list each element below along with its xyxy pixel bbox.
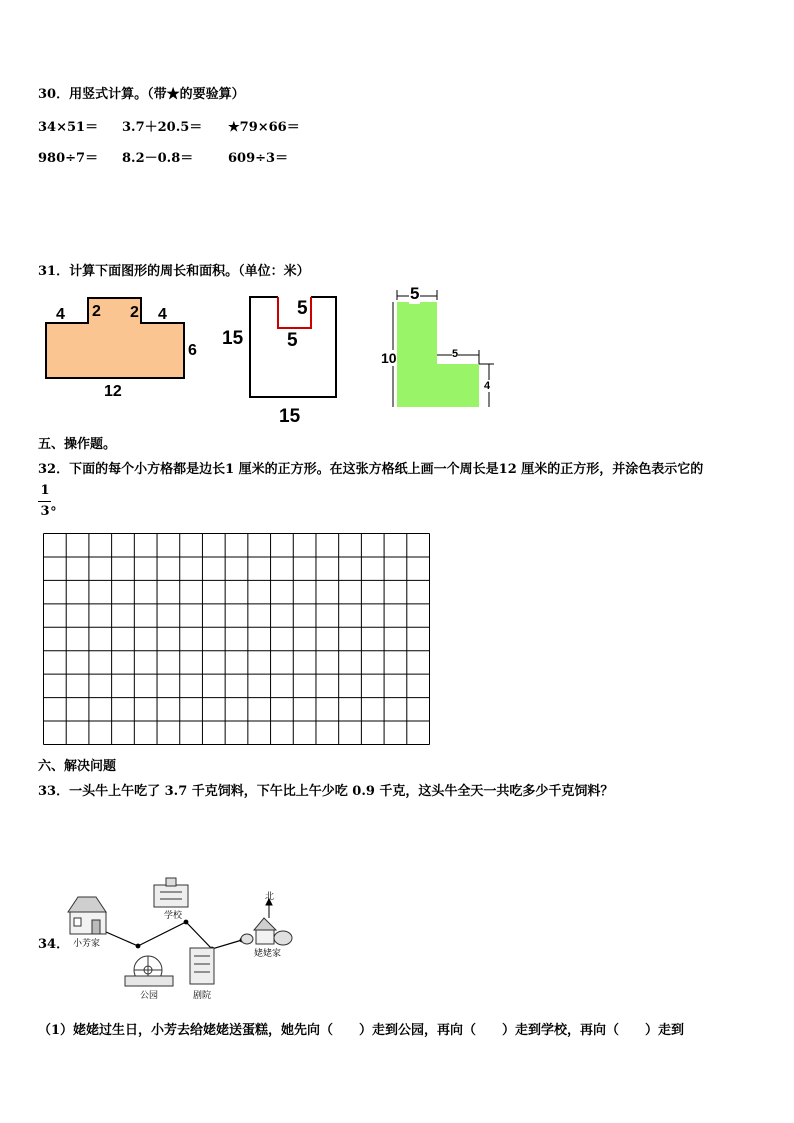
fig1-left-label: 4 (56, 306, 65, 323)
fig1-mid-label: 2 (92, 303, 101, 320)
q30-expr-6: 609÷3＝ (228, 151, 289, 166)
q34-num: 34． (38, 937, 70, 952)
fig1-mid-right-label: 2 (130, 304, 139, 321)
q32-text: 32．下面的每个小方格都是边长1 厘米的正方形。在这张方格纸上画一个周长是12 厘米的正方形，并涂色表示它的 (38, 462, 704, 477)
q32-frac-num: 1 (40, 483, 50, 498)
school-icon (154, 878, 188, 907)
fig2-side-label: 15 (222, 328, 244, 349)
q31-title: 31．计算下面图形的周长和面积。（单位：米） (38, 264, 310, 279)
q30-title: 30．用竖式计算。（带★的要验算） (38, 87, 245, 102)
fig3-top-label: 5 (410, 284, 420, 303)
map-label-park: 公园 (140, 991, 159, 1001)
fig2-bottom-label: 15 (279, 406, 301, 427)
q32-frac-den: 3 (40, 504, 50, 519)
q34-sub1: （1）姥姥过生日，小芳去给姥姥送蛋糕，她先向（ ）走到公园，再向（ ）走到学校，再向（ ）走到 (38, 1023, 685, 1038)
park-icon (125, 956, 173, 986)
fig2-notch-depth-label: 5 (297, 298, 308, 319)
grandma-house-icon (241, 918, 292, 945)
map-label-home: 小芳家 (73, 939, 101, 949)
q30-expr-1: 34×51＝ (38, 120, 99, 135)
q30-expr-2: 3.7＋20.5＝ (122, 120, 203, 135)
map-label-school: 学校 (164, 911, 183, 921)
fig3-height-label: 10 (381, 350, 397, 366)
fig1-height-label: 6 (188, 342, 197, 359)
section-6-title: 六、解决问题 (38, 759, 117, 774)
fig2-notch-width-label: 5 (287, 330, 298, 351)
fig1-base-label: 12 (104, 383, 122, 400)
fig1-right-label: 4 (158, 306, 167, 323)
map-label-theater: 剧院 (193, 991, 212, 1001)
q30-expr-3: ★79×66＝ (228, 120, 300, 135)
q30-expr-5: 8.2－0.8＝ (122, 151, 194, 166)
fig3-right-label: 4 (484, 380, 491, 392)
home-icon (68, 897, 106, 934)
map-label-north: 北 (265, 892, 275, 902)
fig3-step-label: 5 (452, 348, 459, 360)
q30-expr-4: 980÷7＝ (38, 151, 99, 166)
q32-end: 。 (51, 498, 65, 513)
map-label-grandma: 姥姥家 (254, 949, 282, 959)
theater-icon (190, 948, 214, 984)
section-5-title: 五、操作题。 (38, 437, 117, 452)
q33-text: 33．一头牛上午吃了 3.7 千克饲料，下午比上午少吃 0.9 千克，这头牛全天一共吃多少千克饲料？ (38, 784, 614, 799)
